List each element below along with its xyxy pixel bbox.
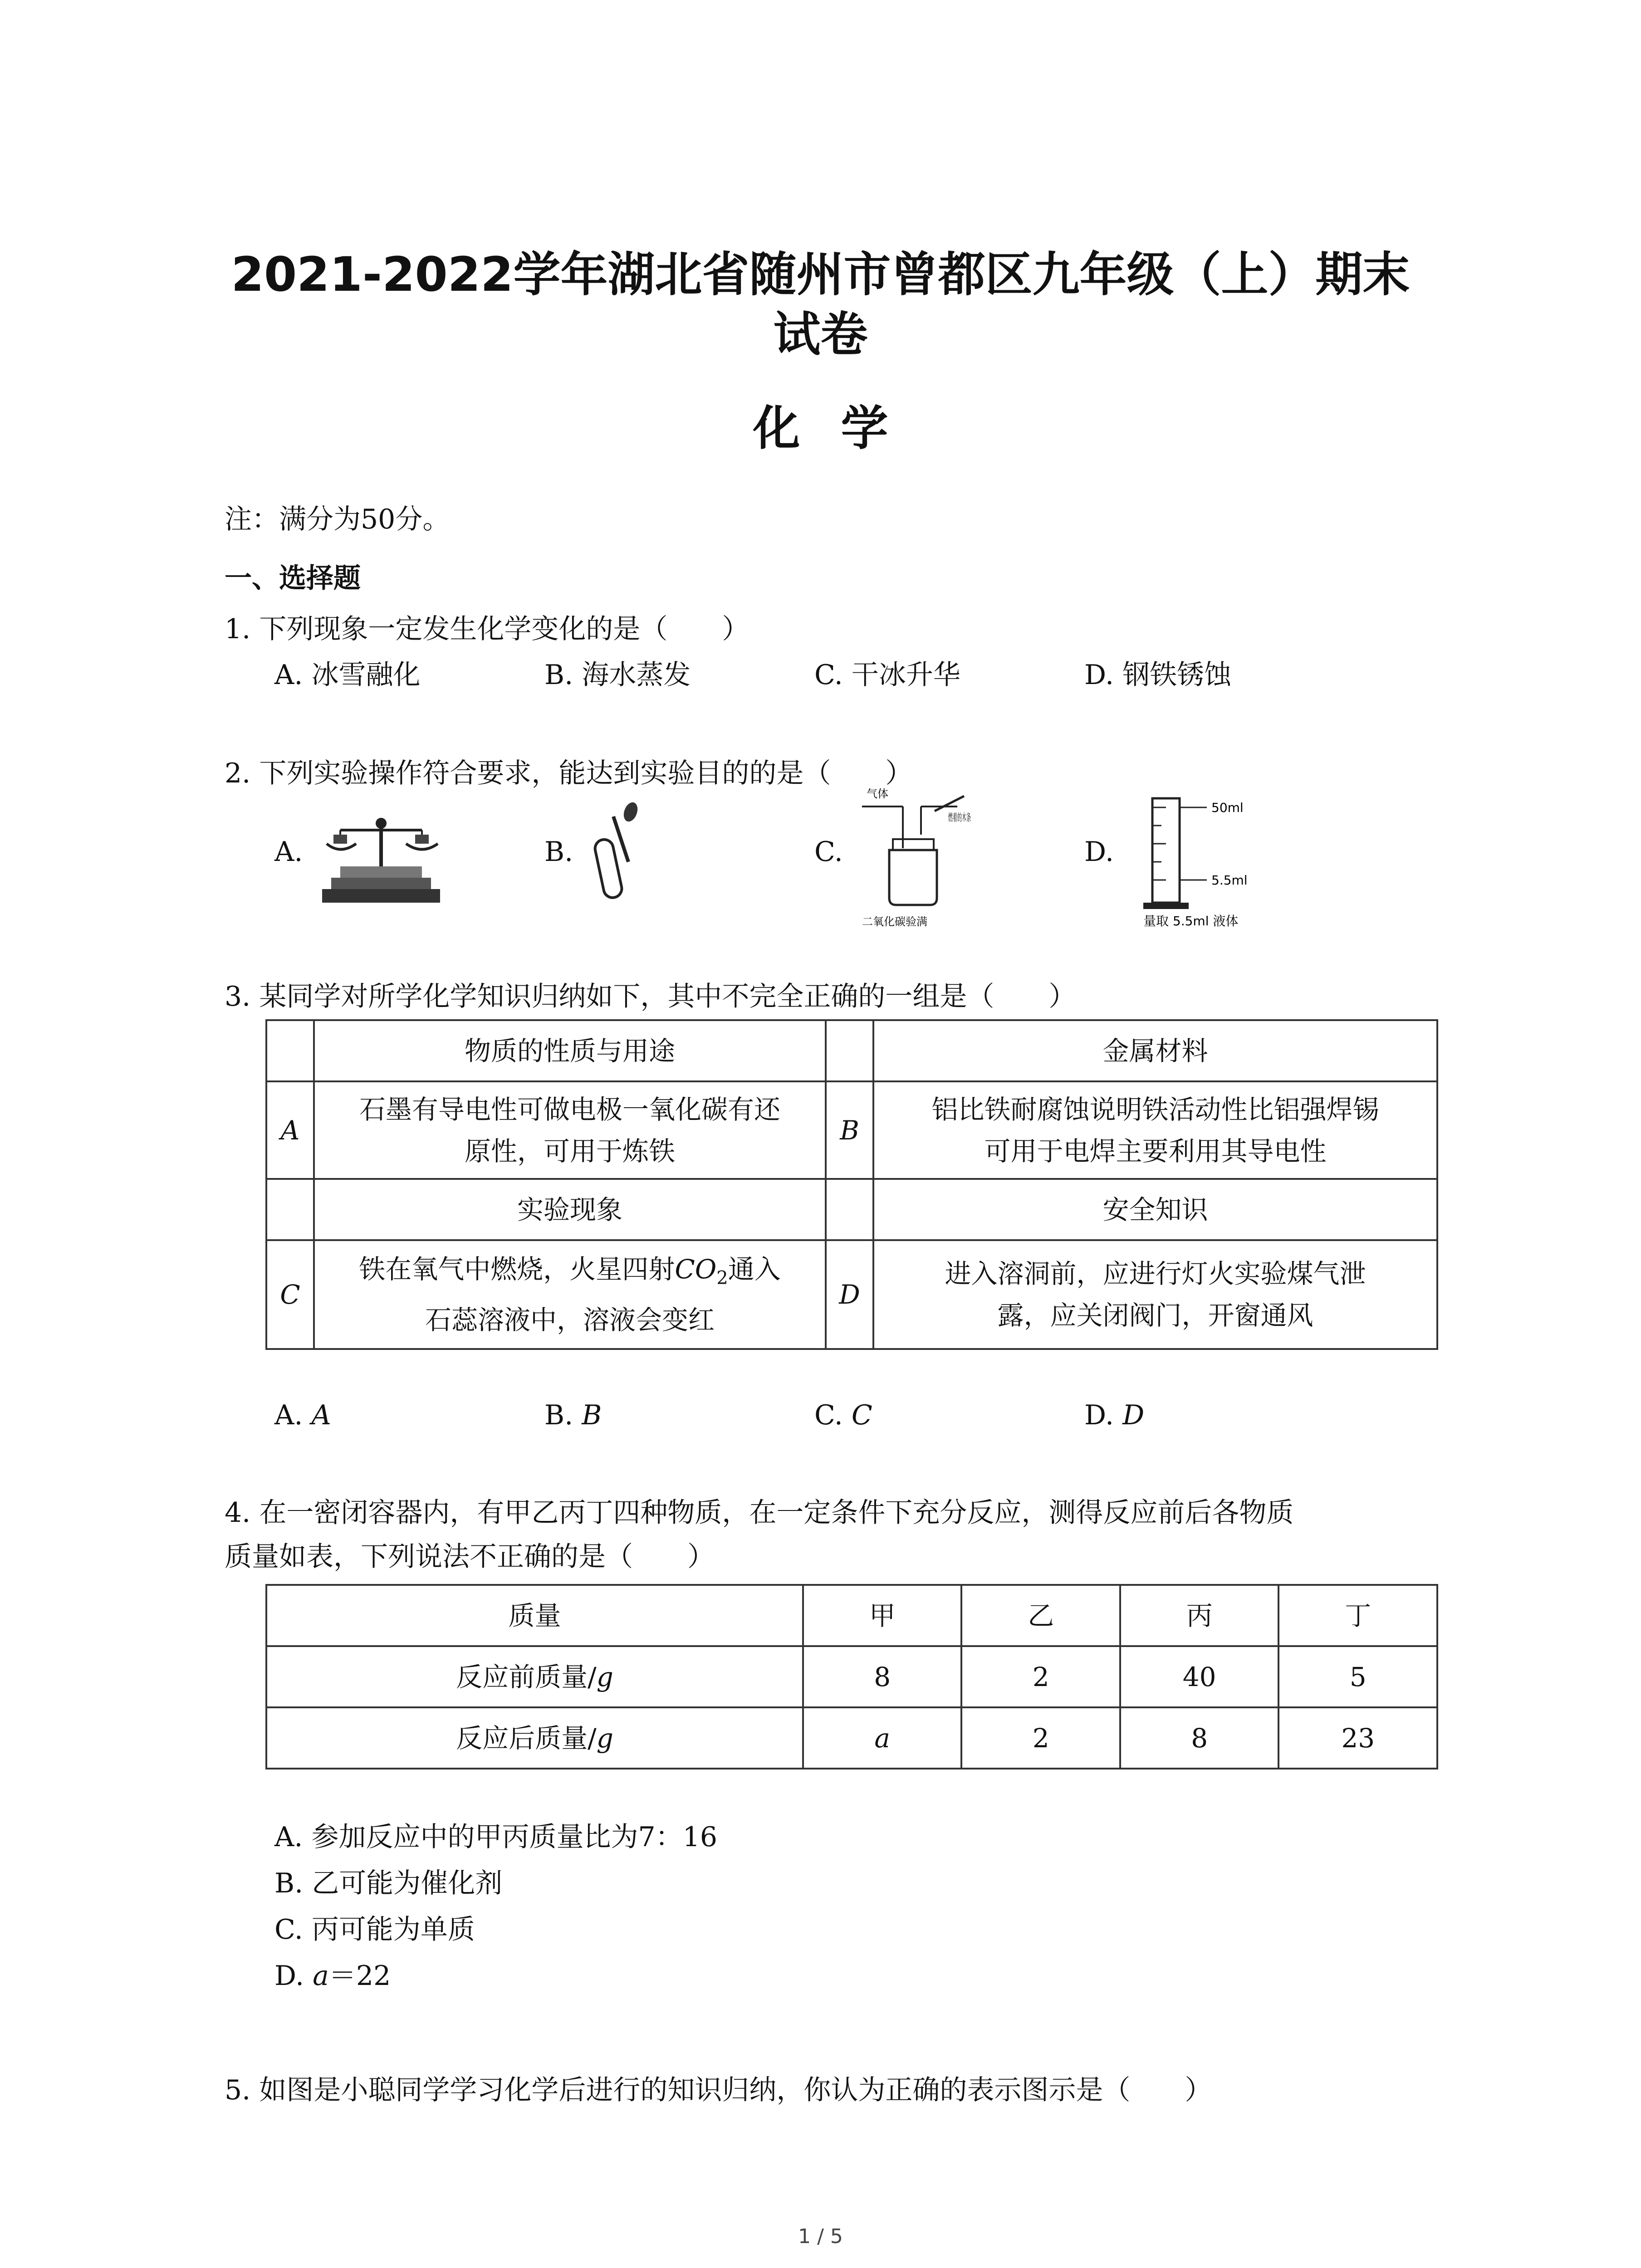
test-tube-dropper-figure	[585, 798, 649, 903]
cell-before-ding: 5	[1279, 1646, 1437, 1707]
q2-option-b[interactable]: B.	[544, 836, 573, 868]
cell-before-yi: 2	[961, 1646, 1120, 1707]
cell-b-line1: 铝比铁耐腐蚀说明铁活动性比铝强焊锡	[931, 1094, 1379, 1125]
header-experiment-phenomena: 实验现象	[314, 1179, 826, 1240]
question-1-stem: 1. 下列现象一定发生化学变化的是（ ）	[225, 613, 749, 645]
subject-title: 化学	[753, 401, 929, 456]
knowledge-summary-table	[265, 1019, 1438, 1350]
fig-c-caption: 二氧化碳验满	[862, 915, 927, 928]
fig-d-top-label: 50ml	[1211, 800, 1244, 815]
cell-before-jia: 8	[803, 1646, 961, 1707]
cell-c	[314, 1240, 826, 1349]
cell-c-line1: 铁在氧气中燃烧，火星四射$CO_2$通入	[359, 1254, 781, 1289]
question-2-stem: 2. 下列实验操作符合要求，能达到实验目的的是（ ）	[225, 758, 913, 789]
q1-option-c[interactable]: C. 干冰升华	[814, 659, 960, 691]
mass-change-table	[265, 1584, 1438, 1769]
q2-option-c[interactable]: C.	[814, 836, 843, 868]
header-ding: 丁	[1279, 1585, 1437, 1646]
header-jia: 甲	[803, 1585, 961, 1646]
page-number: 1 / 5	[798, 2225, 843, 2248]
cell-after-ding: 23	[1279, 1707, 1437, 1769]
q1-option-a[interactable]: A. 冰雪融化	[274, 659, 421, 691]
q4-option-a[interactable]: A. 参加反应中的甲丙质量比为7：16	[274, 1821, 717, 1853]
cell-b	[873, 1081, 1437, 1179]
cell-after-bing: 8	[1120, 1707, 1279, 1769]
fig-d-caption: 量取 5.5ml 液体	[1143, 914, 1239, 929]
cell-b-line2: 可用于电焊主要利用其导电性	[984, 1135, 1327, 1167]
question-4-stem-line1: 4. 在一密闭容器内，有甲乙丙丁四种物质，在一定条件下充分反应，测得反应前后各物质	[225, 1497, 1294, 1529]
header-yi: 乙	[961, 1585, 1120, 1646]
exam-title-line2: 试卷	[773, 307, 868, 362]
score-note: 注：满分为50分。	[225, 503, 450, 535]
q3-option-b[interactable]: B. B	[544, 1399, 602, 1431]
q3-option-a[interactable]: A. A	[274, 1399, 331, 1431]
cell-before-bing: 40	[1120, 1646, 1279, 1707]
co2-check-figure	[857, 785, 975, 930]
question-5-stem: 5. 如图是小聪同学学习化学后进行的知识归纳，你认为正确的表示图示是（ ）	[225, 2074, 1212, 2106]
fig-c-stick-label: 燃着的木条	[948, 812, 971, 824]
q1-option-b[interactable]: B. 海水蒸发	[544, 659, 691, 691]
q4-option-c[interactable]: C. 丙可能为单质	[274, 1914, 475, 1945]
header-bing: 丙	[1120, 1585, 1279, 1646]
q2-option-d[interactable]: D.	[1084, 836, 1114, 868]
header-metal-materials: 金属材料	[873, 1020, 1437, 1081]
row-label-d: D	[826, 1240, 873, 1349]
cell-d-line2: 露，应关闭阀门，开窗通风	[997, 1300, 1313, 1331]
row-label-b: B	[826, 1081, 873, 1179]
cell-a	[314, 1081, 826, 1179]
q2-option-a[interactable]: A.	[274, 836, 303, 868]
section-heading-choice: 一、选择题	[225, 562, 361, 594]
cell-a-line2: 原性，可用于炼铁	[465, 1135, 676, 1167]
q3-option-d[interactable]: D. D	[1084, 1399, 1145, 1431]
row-label-c: C	[266, 1240, 314, 1349]
header-safety-knowledge: 安全知识	[873, 1179, 1437, 1240]
cell-c-line2: 石蕊溶液中，溶液会变红	[425, 1304, 715, 1335]
q4-option-b[interactable]: B. 乙可能为催化剂	[274, 1867, 503, 1899]
table-empty-cell	[266, 1020, 314, 1081]
header-properties-uses: 物质的性质与用途	[314, 1020, 826, 1081]
q3-option-c[interactable]: C. C	[814, 1399, 872, 1431]
table-empty-cell	[266, 1179, 314, 1240]
question-3-stem: 3. 某同学对所学化学知识归纳如下，其中不完全正确的一组是（ ）	[225, 981, 1076, 1012]
cell-a-line1: 石墨有导电性可做电极一氧化碳有还	[359, 1094, 781, 1125]
row-label-a: A	[266, 1081, 314, 1179]
table-empty-cell	[826, 1020, 873, 1081]
exam-title-line1: 2021-2022学年湖北省随州市曾都区九年级（上）期末	[231, 247, 1410, 302]
graduated-cylinder-figure	[1134, 789, 1261, 930]
balance-scale-figure	[313, 798, 449, 907]
cell-d	[873, 1240, 1437, 1349]
question-4-stem-line2: 质量如表，下列说法不正确的是（ ）	[225, 1541, 715, 1573]
fig-d-mark-label: 5.5ml	[1211, 873, 1248, 888]
row-before-label: 反应前质量/g	[266, 1646, 803, 1707]
q1-option-d[interactable]: D. 钢铁锈蚀	[1084, 659, 1232, 691]
q4-option-d[interactable]: D. a＝22	[274, 1960, 391, 1992]
row-after-label: 反应后质量/g	[266, 1707, 803, 1769]
cell-d-line1: 进入溶洞前，应进行灯火实验煤气泄	[945, 1258, 1366, 1289]
cell-after-yi: 2	[961, 1707, 1120, 1769]
fig-c-gas-label: 气体	[867, 787, 888, 800]
header-mass: 质量	[266, 1585, 803, 1646]
table-empty-cell	[826, 1179, 873, 1240]
cell-after-jia: a	[803, 1707, 961, 1769]
